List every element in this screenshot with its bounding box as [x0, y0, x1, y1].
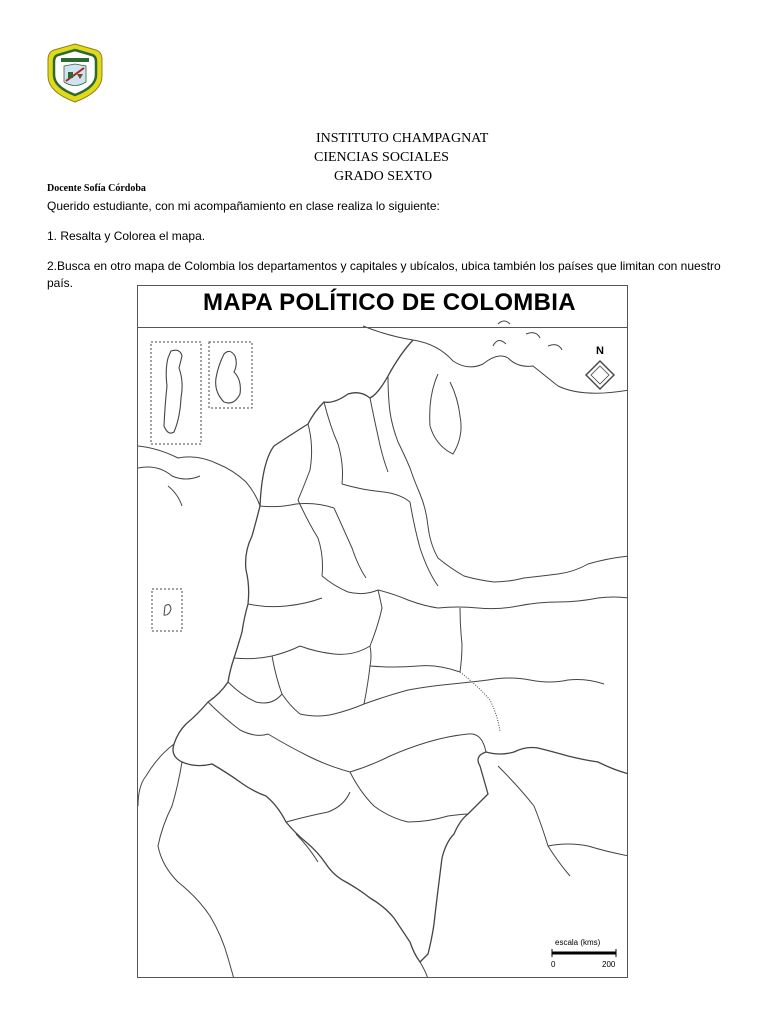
compass-rose-icon — [586, 361, 614, 389]
instruction-item-2: 2.Busca en otro mapa de Colombia los departamentos y capitales y ubícalos, ubica también los países que limitan con nuestro país. — [47, 259, 721, 290]
malpelo-inset — [152, 589, 182, 631]
malpelo-island — [164, 605, 171, 616]
subject-name: CIENCIAS SOCIALES — [314, 150, 449, 165]
map-title: MAPA POLÍTICO DE COLOMBIA — [138, 286, 627, 328]
grade-name: GRADO SEXTO — [334, 169, 433, 184]
map-drawing — [138, 286, 628, 978]
providencia-island — [216, 351, 241, 403]
scale-min-label: 0 — [551, 960, 556, 969]
teacher-name: Docente Sofía Córdoba — [47, 183, 146, 194]
colombia-outline — [173, 340, 628, 962]
instructions-intro: Querido estudiante, con mi acompañamiento en clase realiza lo siguiente: — [47, 199, 440, 213]
scale-max-label: 200 — [602, 960, 616, 969]
north-label: N — [596, 345, 604, 357]
instruction-item-1: 1. Resalta y Colorea el mapa. — [47, 229, 206, 243]
san-andres-inset — [151, 342, 201, 444]
school-name: INSTITUTO CHAMPAGNAT — [316, 131, 489, 146]
scale-label: escala (kms) — [555, 938, 601, 947]
colombia-political-map — [137, 285, 628, 978]
school-shield-logo — [44, 42, 106, 104]
san-andres-island — [164, 350, 182, 433]
